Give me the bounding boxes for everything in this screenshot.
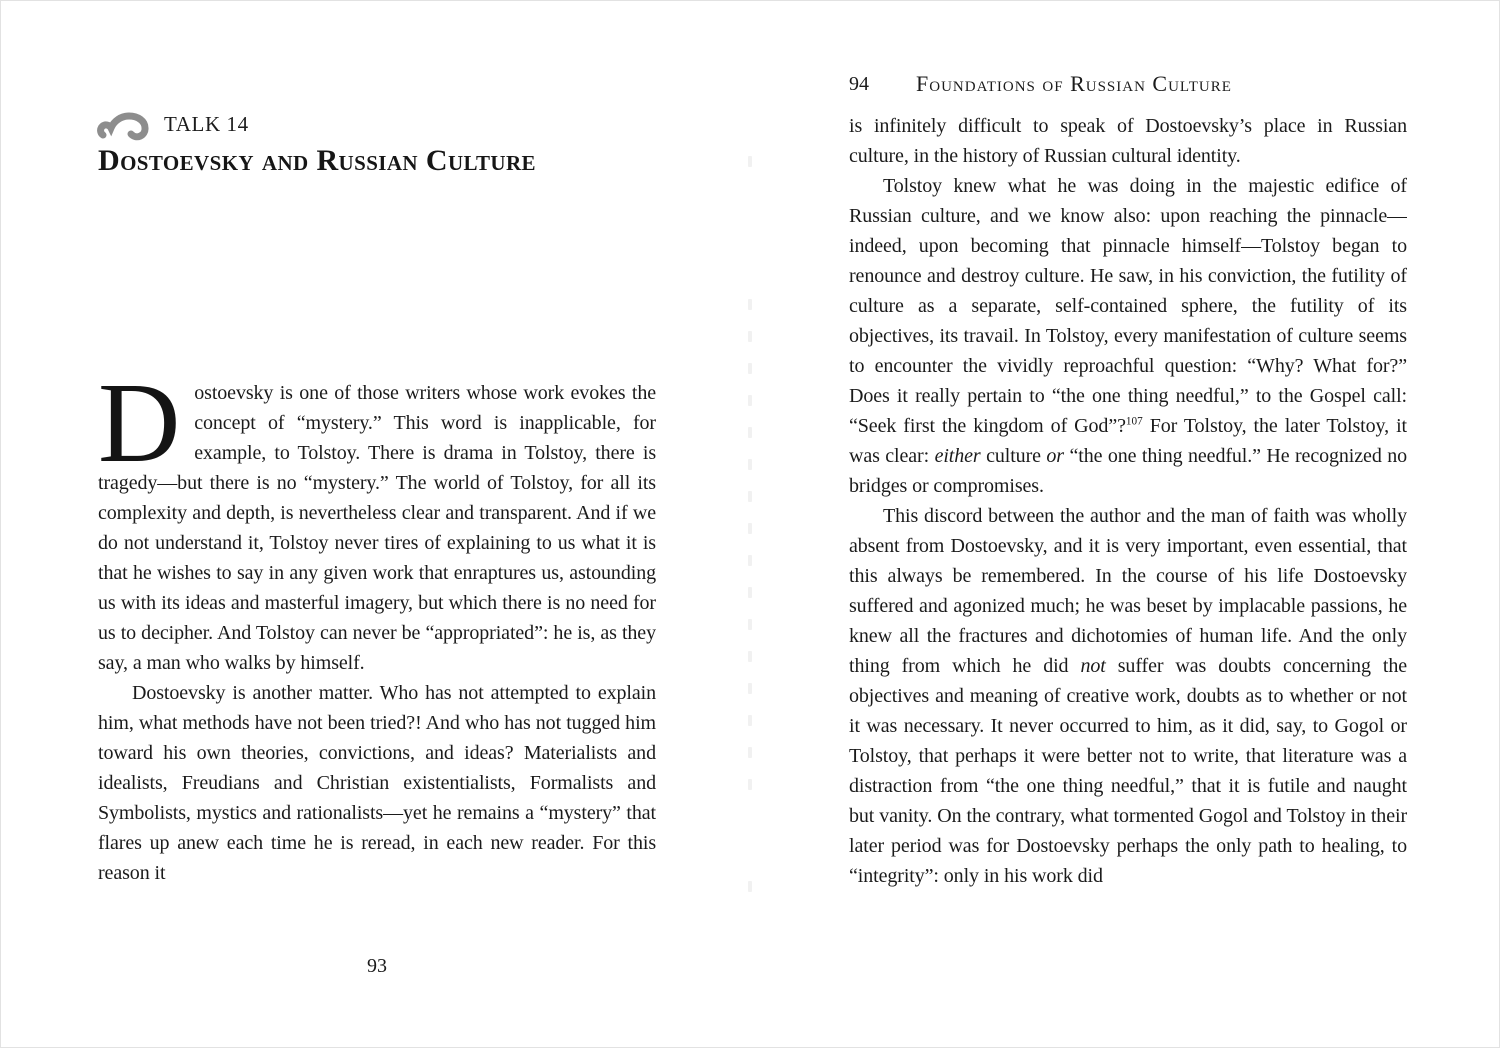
body-text: culture [980, 445, 1047, 467]
gutter-showthrough-mark [748, 779, 752, 790]
flourish-ornament-icon [96, 105, 156, 145]
gutter-showthrough-mark [748, 651, 752, 662]
right-page-body [849, 111, 1407, 937]
flourish-ornament-path [101, 116, 145, 137]
left-page-number: 93 [367, 955, 387, 977]
body-text: This discord between the author and the man of faith was wholly absent from Dostoevsky, and it is very important, even essential, that this always be remembered. In the course of his life Dostoevsky suffered and agonized much; he was beset by implacable passions, he knew all the fractures and dichotomies of human life. And the only thing from which he did [849, 505, 1407, 677]
paragraph [98, 378, 656, 678]
gutter-showthrough-mark [748, 715, 752, 726]
gutter-showthrough-mark [748, 587, 752, 598]
right-page-number: 94 [849, 73, 869, 95]
gutter-showthrough-mark [748, 363, 752, 374]
body-text: is infinitely difficult to speak of Dostoevsky’s place in Russian culture, in the history of Russian cultural identity. [849, 115, 1407, 167]
paragraph [98, 678, 656, 888]
running-header-title: Foundations of Russian Culture [916, 71, 1232, 96]
gutter-showthrough-mark [748, 491, 752, 502]
paragraph [849, 111, 1407, 171]
body-text: Tolstoy knew what he was doing in the majestic edifice of Russian culture, and we know also: upon reaching the pinnacle—indeed, upon becoming that pinnacle himself—Tolstoy began to renounce and destroy culture. He saw, in his conviction, the futility of culture as a separate, self-contained sphere, the futility of its objectives, its travail. In Tolstoy, every manifestation of culture seems to encounter the vividly reproachful question: “Why? What for?” Does it really pertain to “the one thing needful,” to the Gospel call: “Seek first the kingdom of God”? [849, 175, 1407, 437]
body-text: “the one thing needful.” He recognized no bridges or compromises. [849, 445, 1407, 497]
body-text: For Tolstoy, the later Tolstoy, it was clear: [849, 415, 1407, 467]
italic-text: either [934, 445, 981, 467]
talk-label: TALK 14 [164, 112, 249, 136]
body-text: suffer was doubts concerning the objectives and meaning of creative work, doubts as to whether or not it was necessary. It never occurred to him, as it did, say, to Gogol or Tolstoy, that perhaps it were better not to write, that literature was a distraction from “the one thing needful,” that it is futile and naught but vanity. On the contrary, what tormented Gogol and Tolstoy in their later period was for Dostoevsky perhaps the only path to healing, to “integrity”: only in his work did [849, 655, 1407, 887]
chapter-title: Dostoevsky and Russian Culture [98, 144, 536, 177]
gutter-showthrough-mark [748, 683, 752, 694]
drop-cap: D [98, 378, 181, 486]
gutter-showthrough-mark [748, 523, 752, 534]
gutter-showthrough-mark [748, 156, 752, 167]
paragraph [849, 171, 1407, 501]
gutter-showthrough-mark [748, 299, 752, 310]
gutter-showthrough-mark [748, 619, 752, 630]
gutter-showthrough-mark [748, 555, 752, 566]
italic-text: or [1046, 445, 1064, 467]
gutter-showthrough-mark [748, 881, 752, 892]
left-page-body [98, 378, 656, 954]
italic-text: not [1080, 655, 1106, 677]
gutter-showthrough-mark [748, 331, 752, 342]
body-text: Dostoevsky is another matter. Who has not attempted to explain him, what methods have not been tried?! And who has not tugged him toward his own theories, convictions, and ideas? Materialists and idealists, Freudians and Christian existentialists, Formalists and Symbolists, mystics and rationalists—yet he remains a “mystery” that flares up anew each time he is reread, in each new reader. For this reason it [98, 682, 656, 884]
gutter-showthrough-mark [748, 427, 752, 438]
gutter-showthrough-mark [748, 459, 752, 470]
body-text: ostoevsky is one of those writers whose work evokes the concept of “mystery.” This word is inapplicable, for example, to Tolstoy. There is drama in Tolstoy, there is tragedy—but there is no “mystery.” The world of Tolstoy, for all its complexity and depth, is nevertheless clear and transparent. And if we do not understand it, Tolstoy never tires of explaining to us what it is that he wishes to say in any given work that enraptures us, astounding us with its ideas and masterful imagery, but which there is no need for us to decipher. And Tolstoy can never be “appropriated”: he is, as they say, a man who walks by himself. [98, 382, 656, 674]
footnote-marker: 107 [1125, 415, 1143, 428]
gutter-showthrough-mark [748, 395, 752, 406]
paragraph [849, 501, 1407, 891]
gutter-showthrough-mark [748, 747, 752, 758]
